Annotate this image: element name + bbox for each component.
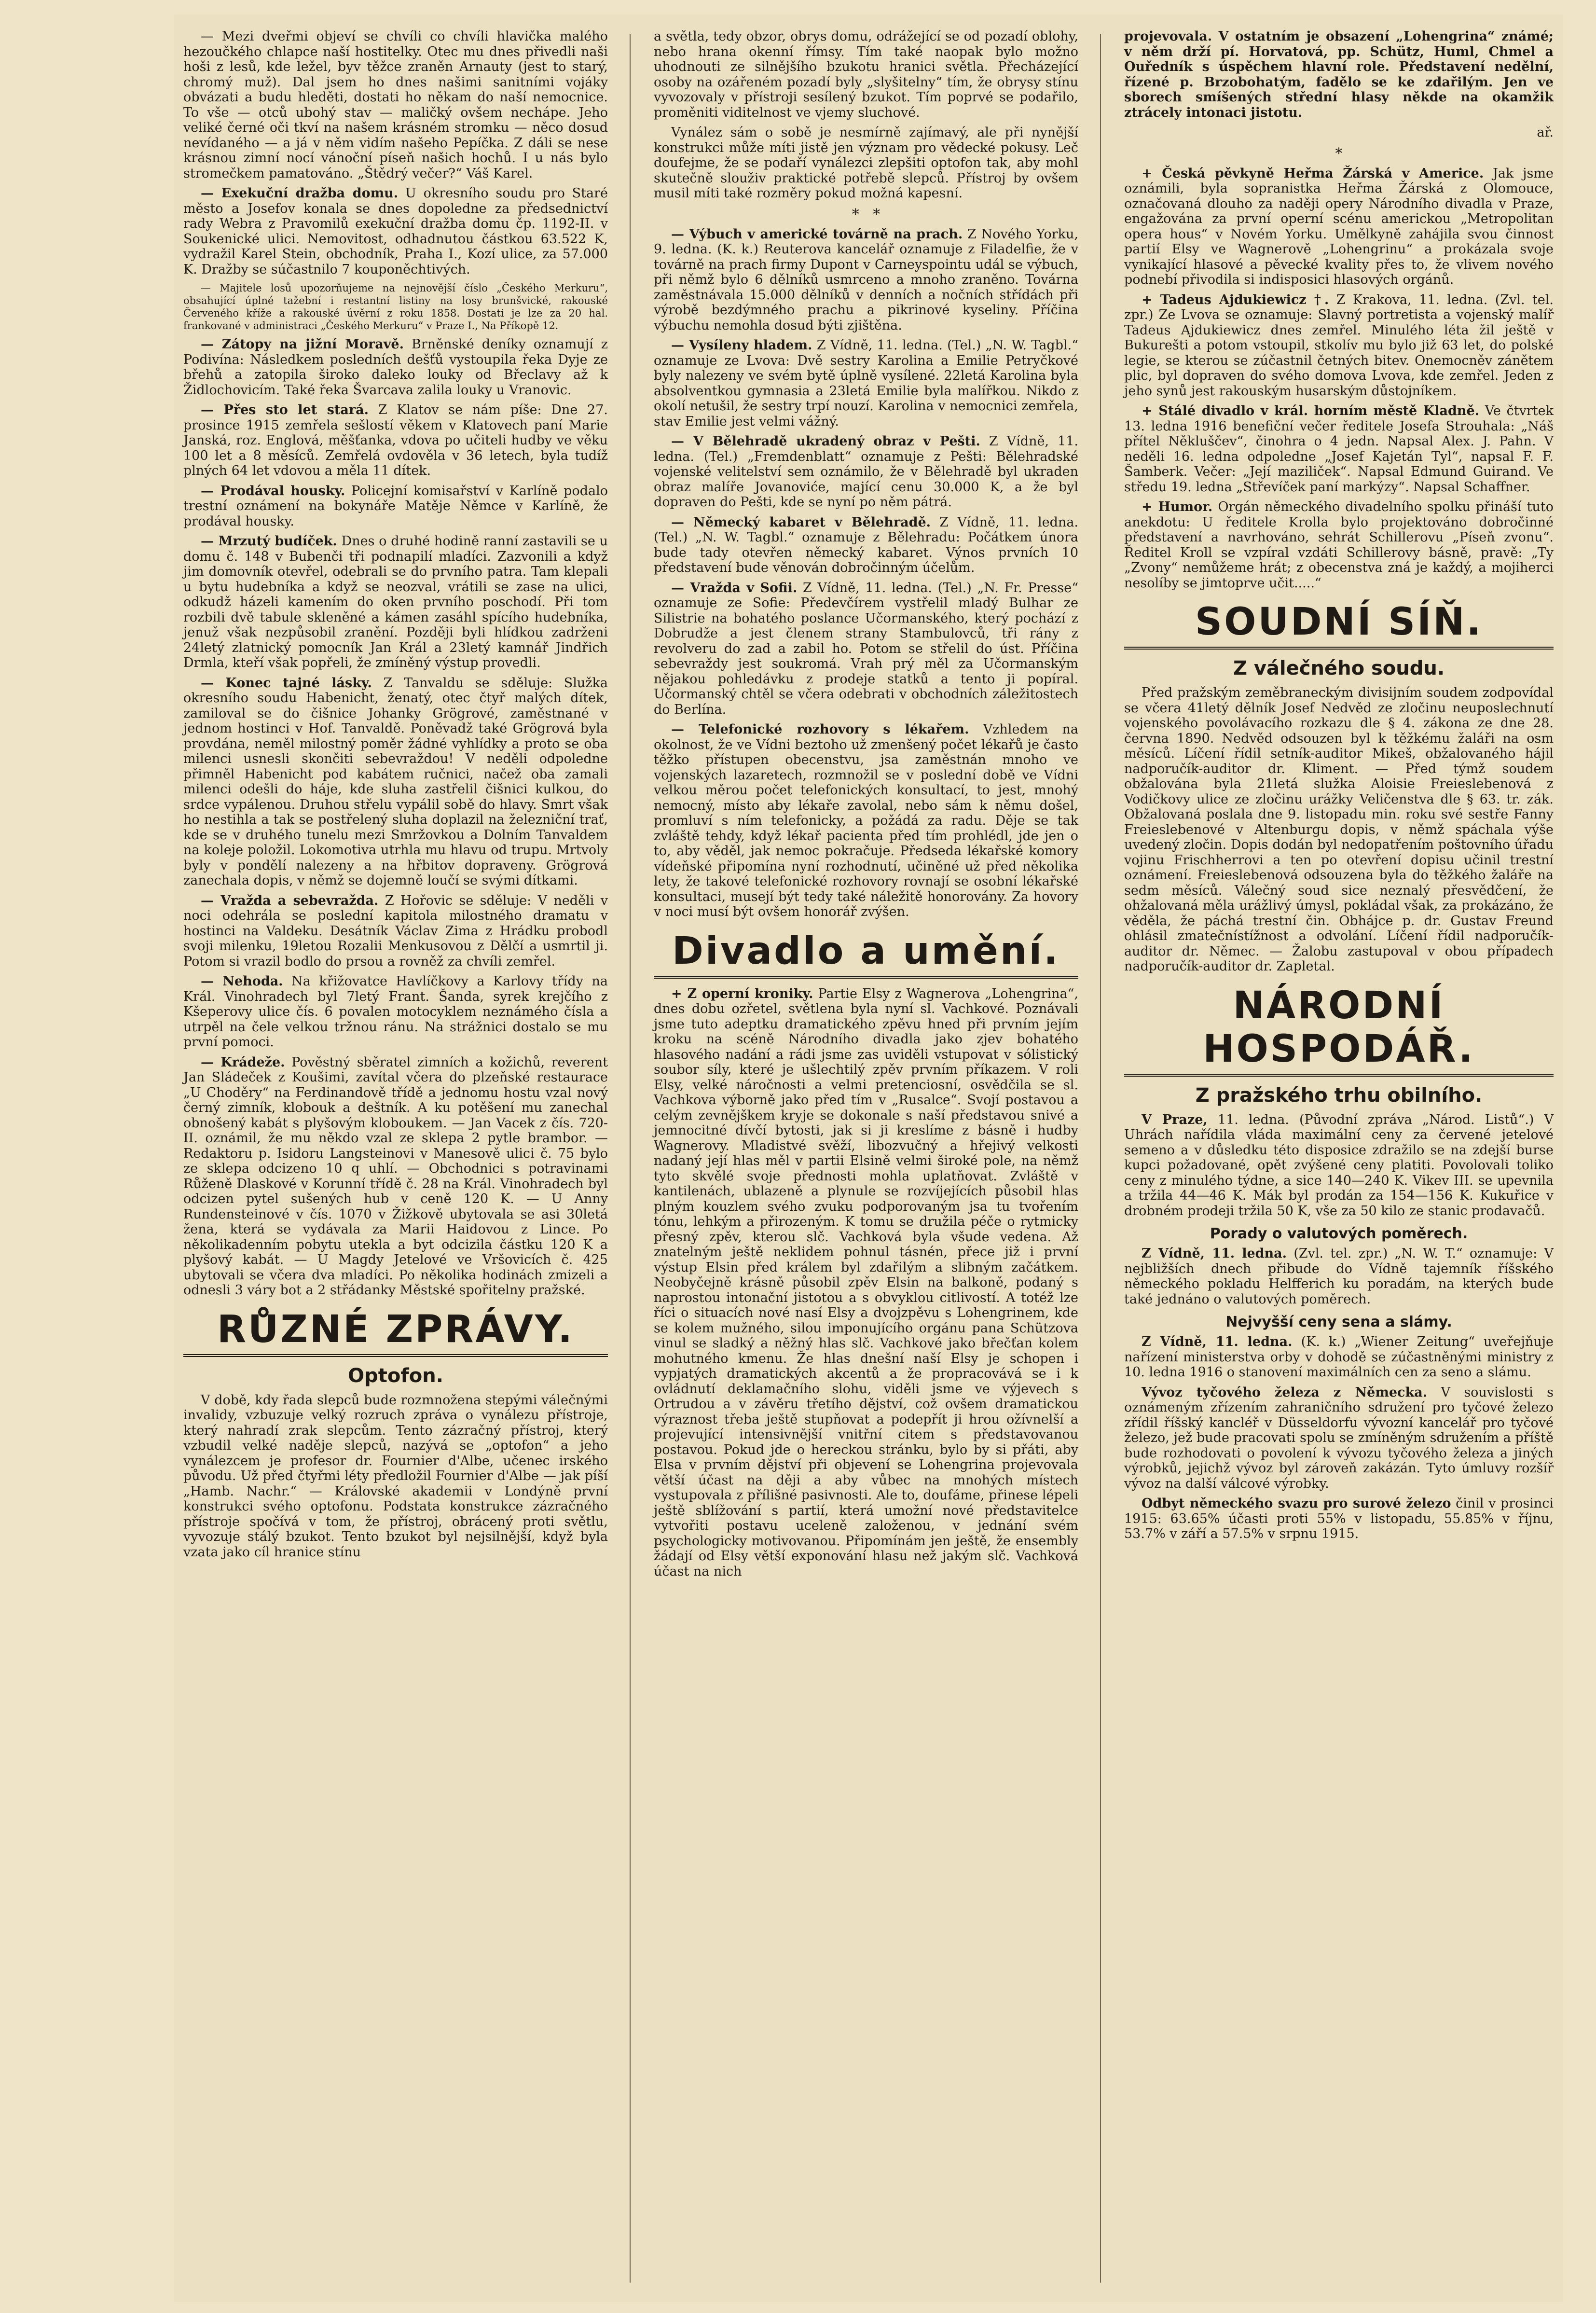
news-text: Z Nového Yorku, 9. ledna. (K. k.) Reuterova kancelář oznamuje z Filadelfie, že v továrně na prach firmy Dupont v Carneyspointu udál se výbuch, při němž bylo 6 dělníků usmrceno a mnoho zraněno. Továrna zaměstnávala 15.000 dělníků v denních a nočních střídách při výrobě bezdýmného prachu a pikrinové kyseliny. Příčina výbuchu nemohla dosud býti zjištěna. — [654, 226, 1078, 333]
section-title: SOUDNÍ SÍŇ. — [1195, 600, 1483, 644]
news-item — [654, 581, 1078, 718]
news-text: Policejní komisařství v Karlíně podalo trestní oznámení na bokynáře Matěje Němce v Karlíně, že prodával housky. — [183, 483, 608, 529]
news-text: Dnes o druhé hodině ranní zastavili se u domu č. 148 v Bubenči tři podnapilí mladíci. Zazvonili a když jim domovník otevřel, odebrali se do prvního patra. Tam klepali u bytu hudebníka a když se neozval, vrátili se zase na ulici, odkudž házeli kamením do oken prvního poschodí. Při tom rozbili dvě tabule skleněné a kámen zasáhl spícího hudebníka, jenuž však nezpůsobil zranění. Později byli hlídkou zadrženi 24letý zlatnický pomocník Jan Král a 23letý kamnář Jindřich Drmla, kteří však popřeli, že zmíněný výstup provedli. — [183, 534, 608, 670]
bold-text: projevovala. V ostatním je obsazení „Lohengrina“ známé; v něm drží pí. Horvatová, pp. Schütz, Huml, Chmel a Ouředník s úspěchem hlavní role. Představení nedělní, řízené p. Brzobohatým, fadělo se ke zdařilým. Jen ve sborech smíšených střední hlasy někde na okamžik ztrácely intonaci jistotu. — [1124, 29, 1554, 120]
news-item — [1124, 1112, 1554, 1219]
news-text: (K. k.) „Wiener Zeitung“ uveřejňuje nařízení ministerstva orby v dohodě se zúčastněnými ministry z 10. ledna 1916 o stanovení maximálních cen za seno a slámu. — [1124, 1334, 1554, 1380]
news-text: V souvislosti s oznámeným zřízením zahraničního sdružení pro tyčové železo zřídil říšský kancléř v Düsseldorfu vývozní kancelář pro tyčové železo, jež bude pracovati spolu se zmíněným sdružením a příště bude rozhodovati o povolení k vývozu tyčového železa a jiných výrobků, jejichž vývoz byl zároveň zakázán. Tyto úmluvy rozšíř vývoz na další válcové výrobky. — [1124, 1385, 1554, 1491]
news-item — [183, 484, 608, 529]
news-text: Z Vídně, 11. ledna. (Tel.) „Fremdenblatt“ oznamuje z Pešti: Bělehradské vojenské velitelství sem oznámilo, že v Bělehradě byl ukraden obraz malíře Jovanoviće, mající cenu 30.000 K, a že byl dopraven do Pešti, kde se nyní po něm pátrá. — [654, 434, 1078, 510]
news-heading: — Konec tajné lásky. — [201, 675, 372, 691]
news-heading: — Vražda v Sofii. — [671, 580, 798, 596]
news-item — [1124, 1334, 1554, 1380]
news-heading: Z Vídně, 11. ledna. — [1142, 1246, 1287, 1261]
column-middle — [654, 29, 1078, 1584]
news-text: Orgán německého divadelního spolku přináší tuto anekdotu: U ředitele Krolla bylo projektováno dobročinné představení a navrhováno, sehrát Schillerovu „Píseň zvonu“. Ředitel Kroll se vzpíral vzdáti Schillerovy básně, pravě: „Ty „Zvony“ nemůžeme hrát; z obecenstva zná je každý, a mojiherci nesolíby se jimtoprve učit.....“ — [1124, 499, 1554, 591]
newspaper-page — [174, 14, 1563, 2302]
news-item — [183, 337, 608, 398]
article-paragraph: V době, kdy řada slepců bude rozmnožena stepými válečnými invalidy, vzbuzuje velký rozruch zpráva o vynálezu přístroje, který nahradí zrak slepcům. Tento zázračný přístroj, který vzbudil velké naděje slepců, nazývá se „optofon“ a jeho vynálezcem je profesor dr. Fournier d'Albe, učenec irského původu. Už před čtyřmi léty předložil Fournier d'Albe — jak píší „Hamb. Nachr.“ — Královské akademii v Londýně první konstrukci svého optofonu. Podstata konstrukce zázračného přístroje spočívá v tom, že přístroj, obrácený proti světlu, vyvozuje stálý bzukot. Tento bzukot byl nejsilnější, když byla vzata jako cíl hranice stínu — [183, 1392, 608, 1560]
news-item — [654, 434, 1078, 510]
news-item — [1124, 1385, 1554, 1492]
news-heading: — V Bělehradě ukradený obraz v Pešti. — [671, 434, 980, 449]
news-item — [183, 974, 608, 1050]
news-text: Z Vídně, 11. ledna. (Tel.) „N. Fr. Presse“ oznamuje ze Sofie: Předevčírem vystřelil mladý Bulhar ze Silistrie na bohatého poslance Učormanského, který pochází z Dobrudže a jest členem strany Stambulovců, tři rány z revolveru do zad a zabil ho. Potom se střelil do úst. Příčina sebevraždy jest soukromá. Vrah prý měl za Učormanským nějakou pohledávku z prodeje statků a tento ji popíral. Učormanský chtěl se včera odebrati v obchodních záležitostech do Berlína. — [654, 580, 1078, 717]
news-text: (Zvl. tel. zpr.) „N. W. T.“ oznamuje: V nejbližších dnech přibude do Vídně tajemník říšského německého pokladu Helfferich ku poradám, na kterých bude také jednáno o valutových poměrech. — [1124, 1246, 1554, 1307]
signature: ař. — [1537, 125, 1554, 140]
news-heading: Vývoz tyčového železa z Německa. — [1142, 1385, 1428, 1400]
separator-stars: * * — [852, 206, 881, 223]
news-item — [183, 1055, 608, 1298]
news-heading: — Mrzutý budíček. — [201, 534, 337, 549]
news-text: Z Hořovic se sděluje: V neděli v noci odehrála se poslední kapitola milostného dramatu v hostinci na Valdeku. Desátník Václav Zima z Hrádku probodl svoji milenku, 19letou Rozalii Menkusovou z Dělčí a usmrtil ji. Potom si vrazil bodlo do prsou a rovněž za chvíli zemřel. — [183, 893, 608, 969]
news-item — [1124, 1246, 1554, 1307]
section-header — [1124, 600, 1554, 650]
news-item — [654, 986, 1078, 1579]
separator-stars: * — [1335, 145, 1343, 162]
news-heading: + Stálé divadlo v král. horním městě Kladně. — [1142, 403, 1480, 418]
news-heading: — Přes sto let stará. — [201, 402, 369, 417]
section-header — [654, 929, 1078, 979]
news-heading: — Exekuční dražba domu. — [201, 186, 399, 201]
news-text: U okresního soudu pro Staré město a Josefov konala se dnes dopoledne za předsednictví rady Webra z Pravomilů exekuční dražba domu čp. 1192-II. v Soukenické ulici. Nemovitost, odhadnutou částkou 63.522 K, vydražil Karel Stein, obchodník, Praha I., Kozí ulice, za 57.000 K. Dražby se súčastnilo 7 kouponěchtivých. — [183, 186, 608, 277]
article-title: Nejvyšší ceny sena a slámy. — [1225, 1314, 1452, 1330]
section-header — [183, 1308, 608, 1357]
news-item — [1124, 499, 1554, 591]
news-heading: — Zátopy na jižní Moravě. — [201, 337, 404, 352]
news-heading: — Vražda a sebevražda. — [201, 893, 379, 908]
news-text: Jak jsme oznámili, byla sopranistka Heřma Žárská z Olomouce, označovaná dlouho za naději opery Národního divadla v Praze, engažována za první operní scénu americkou „Metropolitan opera hous“ v Novém Yorku. Umělkyně zahájila svou činnost partií Elsy ve Wagnerově „Lohengrinu“ a prokázala svoje vynikající hlasové a pěvecké kvality přes to, že vlivem nového podnebí přivodila si indisposici hlasových orgánů. — [1124, 166, 1554, 287]
news-text: Vzhledem na okolnost, že ve Vídni beztoho už zmenšený počet lékařů je často těžko přístupen obecenstvu, jsa zaměstnán mnoho ve vojenských lazaretech, rozmnožil se v poslední době ve Vídni velkou měrou počet telefonických konsultací, to jest, mnohý nemocný, místo aby lékaře zavolal, nebo sám k němu došel, promluví s ním telefonicky, a požádá za radu. Děje se tak zvláště tehdy, když lékař pacienta před tím prohlédl, jde jen o to, aby věděl, jak nemoc pokračuje. Předseda lékařské komory vídeňské připomína nyní rozhodnutí, učiněné už před několika lety, že takové telefonické rozhovory rovnají se osobní lékařské konsultaci, musejí být tedy také náležitě honorovány. Za hovory v noci musí být ovšem honorář zvýšen. — [654, 722, 1078, 919]
news-heading: + Tadeus Ajdukiewicz †. — [1142, 292, 1329, 307]
news-item — [183, 676, 608, 888]
news-item — [654, 227, 1078, 333]
news-item — [183, 893, 608, 970]
news-item — [1124, 292, 1554, 399]
news-heading: + Z operní kroniky. — [671, 986, 813, 1001]
news-text: Brněnské deníky oznamují z Podivína: Následkem posledních dešťů vystoupila řeka Dyje ze břehů a zatopila široko daleko louky od Břeclavy až k Židlochovicím. Také řeka Švarcava zalila louky u Vranovic. — [183, 337, 608, 398]
news-heading: + Humor. — [1142, 499, 1213, 514]
article-paragraph: Vynález sám o sobě je nesmírně zajímavý, ale při nynější konstrukci může míti jistě jen význam pro vědecké pokusy. Leč doufejme, že se podaří vynálezci zlepšiti optofon tak, aby mohl skutečně slouživ praktické potřebě slepců. Přístroj by ovšem musil míti také rozměry pokud možná kapesní. — [654, 125, 1078, 201]
article-title: Z pražského trhu obilního. — [1195, 1084, 1483, 1107]
section-header — [1124, 984, 1554, 1077]
column-rule — [1100, 34, 1101, 2283]
article-title: Porady o valutových poměrech. — [1210, 1225, 1468, 1242]
article-paragraph: Před pražským zeměbraneckým divisijním soudem zodpovídal se včera 41letý dělník Josef Nedvěd ze zločinu neuposlechnutí vojenského povolávacího rozkazu dle § 4. zákona ze dne 28. června 1890. Nedvěd odsouzen byl k těžkému žaláři na osm měsíců. Líčení řídil setník-auditor Mikeš, obžalovaného hájil nadporučík-auditor dr. Kliment. — Před týmž soudem obžalována byla 21letá služka Aloisie Freieslebenová z Vodičkovy ulice ze zločinu urážky Veličenstva dle § 63. tr. zák. Obžalovaná poslala dne 9. listopadu min. roku své sestře Fanny Freieslebenové v Altenburgu dopis, v němž spáchala výše uvedený zločin. Dopis dodán byl nedopatřením poštovního úřadu vojinu Frischherrovi a ten po otevření dopisu učinil trestní oznámení. Freieslebenová odsouzena byla do těžkého žaláře na sedm měsíců. Válečný soud sice neznalý přesvědčení, že ohžalovaná měla urážlivý úmysl, pokládal však, za prokázáno, že věděla, že páchá trestní čin. Obhájce p. dr. Gustav Freund ohlásil zmatečnístížnost a odvolání. Líčení řídil nadporučík-auditor dr. Němec. — Žalobu zastupoval v obou případech nadporučík-auditor dr. Zapletal. — [1124, 685, 1554, 974]
article-paragraph: — Mezi dveřmi objeví se chvíli co chvíli hlavička malého hezoučkého chlapce naší hostitelky. Otec mu dnes přivedli naši hoši z lesů, kde ležel, byv těžce zraněn Arnauty (jest to starý, chromý muž). Dal jsem ho dnes našimi sanitními vojáky obvázati a budu hleděti, dostati ho někam do naší nemocnice. To vše — otců ubohý stav — maličký ovšem nechápe. Jeho veliké černé oči tkví na našem krásném stromku — něco dosud nevídaného — a já v něm vidím našeho Pepíčka. Z dáli se nese krásnou zimní nocí vánoční píseň našich hochů. I u nás bylo stromečkem pamatováno. „Štědrý večer?“ Váš Karel. — [183, 29, 608, 181]
column-left — [183, 29, 608, 1565]
article-title: Optofon. — [348, 1364, 443, 1387]
article-paragraph: a světla, tedy obzor, obrys domu, odrážející se od pozadí oblohy, nebo hrana okenní římsy. Tím také naopak bylo možno uhodnouti ze silnějšího bzukotu hranici světla. Přecházející osoby na ozářeném pozadí byly „slyšitelny“ tím, že obrysy stínu vyvozovaly v přístroji sesílený bzukot. Tím poprvé se podařilo, proměniti viditelnost ve vjemy sluchové. — [654, 29, 1078, 120]
news-heading: — Prodával housky. — [201, 483, 345, 499]
news-text: Ve čtvrtek 13. ledna 1916 benefiční večer ředitele Josefa Strouhala: „Náš přítel Někluščev“, činohra o 4 jedn. Napsal Alex. J. Pahn. V neděli 16. ledna odpoledne „Josef Kajetán Tyl“, napsal F. F. Šamberk. Večer: „Její maziliček“. Napsal Edmund Guirand. Ve středu 19. ledna „Střevíček paní markýzy“. Napsal Schaffner. — [1124, 403, 1554, 495]
news-item — [654, 338, 1078, 429]
news-heading: — Krádeže. — [201, 1054, 285, 1070]
news-heading: — Vysíleny hladem. — [671, 338, 812, 353]
news-item — [183, 402, 608, 479]
news-heading: Odbyt německého svazu pro surové železo — [1142, 1496, 1451, 1511]
news-item — [1124, 403, 1554, 495]
news-text: Z Vídně, 11. ledna. (Tel.) „N. W. Tagbl.“ oznamuje ze Lvova: Dvě sestry Karolina a Emilie Petryčkové byly nalezeny ve svém bytě úplně vysílené. 22letá Karolina byla absolventkou gymnasia a 23letá Emilie byla malířkou. Nikdo z okolí netušil, že sestry trpí nouzí. Karolina v nemocnici zemřela, stav Emilie jest velmi vážný. — [654, 338, 1079, 429]
news-heading: Z Vídně, 11. ledna. — [1142, 1334, 1293, 1349]
news-heading: — Telefonické rozhovory s lékařem. — [671, 722, 969, 737]
news-text: Z Tanvaldu se sděluje: Služka okresního soudu Habenicht, ženatý, otec čtyř malých dítek, zamiloval se do čišnice Johanky Grögrové, zaměstnané v jednom hostinci v Hof. Tanvaldě. Poněvadž také Grögrová byla provdána, neměl milostný poměr žádné vyhlídky a proto se oba milenci usnesli skončiti sebevraždou! V neděli odpoledne přimněl Habenicht pod kabátem ručnici, načež oba zamali milenci odešli do háje, kde sluha zastřelil čišnici kulkou, do srdce vypálenou. Druhou střelu vypálil sobě do hlavy. Smrt však ho nestihla a tak se postřelený sluha doplazil na železniční trať, kde se v druhého tunelu mezi Smržovkou a Dolním Tanvaldem na koleje položil. Lokomotiva utrhla mu hlavu od trupu. Mrtvoly byly v pondělí nalezeny a na hřbitov dopraveny. Grögrová zanechala dopis, v němž se dojemně loučí se svými dítkami. — [183, 675, 608, 888]
news-text: 11. ledna. (Původní zpráva „Národ. Listů“.) V Uhrách nařídila vláda maximální ceny za červené jetelové semeno a v důsledku této disposice zdražilo se na zdejší burse kupci požadované, opět zvýšené ceny platiti. Povolovali toliko ceny z minulého týdne, a sice 140—240 K. Vikev III. se upevnila a tržila 44—46 K. Mák byl prodán za 154—156 K. Kukuřice v drobném prodeji tržila 50 K, vše za 50 kilo ze stanic prodavačů. — [1124, 1112, 1554, 1219]
news-item — [183, 186, 608, 277]
section-title: RŮZNÉ ZPRÁVY. — [217, 1307, 575, 1351]
news-item — [1124, 1496, 1554, 1542]
news-text: Z Krakova, 11. ledna. (Zvl. tel. zpr.) Ze Lvova se oznamuje: Slavný portretista a vojenský malíř Tadeus Ajdukiewicz dnes zemřel. Minulého léta žil ještě v Bukurešti a potom vstoupil, stkolív mu bylo již 63 let, do polské legie, se kterou se zúčastnil četných bitev. Onemocněv zánětem plic, byl dopraven do svého domova Lvova, kde zemřel. Jeden z jeho synů jest rakouským husarským důstojníkem. — [1124, 292, 1554, 399]
news-text: Partie Elsy z Wagnerova „Lohengrina“, dnes dobu ozřetel, světlena byla nyní sl. Vachkové. Poznávali jsme tuto adeptku dramatického zpěvu hned při prvním jejím kroku na scéně Národního divadla jako zjev bohatého hlasového nadání a rádi jsme zas uviděli vstupovat v sólistický soubor síly, které je ušlechtilý zpěv prvním příkazem. V roli Elsy, velké náročnosti a velmi pretenciosní, osvědčila se sl. Vachkova výborně jako před tím v „Rusalce“. Svojí postavou a celým zevnějškem kryje se dokonale s naší představou snivé a jemnocitné dívčí bytosti, jak si ji kreslíme z básně i hudby Wagnerovy. Mladistvé svěží, libozvučný a hřejivý velkosti nadaný její hlas měl v partii Elsině velmi široké pole, na němž tyto skvělé svoje přednosti mohla uplatňovat. Zvláště v kantilenách, ublazeně a plynule se rozvíjejících působil hlas plným kouzlem svého zvuku podporovaným jsa tu tvořením tónu, lehkým a přirozeným. K tomu se družila péče o rytmicky přesný zpěv, kterou slč. Vachková byla všude vedena. Až znatelným ještě neklidem pohnul tásnén, přece již i první výstup Elsin před králem byl zdařilým a slibným začátkem. Neobyčejně krásně působil zpěv Elsin na balkoně, podaný s naprostou intonační jistotou a s obvyklou citlivostí. A totéž lze říci o situacích nové nasí Elsy a dvojzpěvu s Lohengrinem, kde se kolem mužného, silou imponujícího orgánu pana Schützova vinul se sladký a něžný hlas slč. Vachkové jako břečťan kolem mohutného kmenu. Že hlas dnešní naší Elsy je schopen i vypjatých dramatických akcentů a že propracovává se i k ovládnutí deklamačního slohu, viděli jsme ve výjevech s Ortrudou a v závěru třetího dějství, což ovšem dramatickou výraznost třeba ještě stupňovat a podepřít ji hrou ožívnelší a projevující intensivnější vnitřní citem s představovanou postavou. Pokud jde o hereckou stránku, bylo by si přáti, aby Elsa v prvním dějství při objevení se Lohengrina projevovala větší účast na ději a aby vůbec na mnohých místech vystupovala z přílišné pasivnosti. Ale to, doufáme, přinese lépeli ještě sblížování s partií, která umožní nové představitelce vytvořiti postavu uceleně založenou, v jednání svém psychologicky motivovanou. Připomínám jen ještě, že ensembly žádají od Elsy větší exponování hlasu než jakým slč. Vachková účast na nich — [654, 986, 1078, 1579]
news-text: Z Vídně, 11. ledna. (Tel.) „N. W. Tagbl.“ oznamuje z Bělehradu: Počátkem února bude tady otevřen německý kabaret. Výnos prvních 10 představení bude věnován dobročinným účelům. — [654, 514, 1078, 575]
news-item — [654, 722, 1078, 920]
article-paragraph — [1124, 29, 1554, 120]
news-item — [183, 534, 608, 671]
news-text: činil v prosinci 1915: 63.65% účasti proti 55% v listopadu, 55.85% v říjnu, 53.7% v září a 57.5% v srpnu 1915. — [1124, 1496, 1554, 1541]
news-item — [1124, 166, 1554, 288]
news-text: Na křižovatce Havlíčkovy a Karlovy třídy na Král. Vinohradech byl 7letý Frant. Šanda, syrek krejčího z Kšeperovy ulice čís. 6 povalen motocyklem neznámého čísla a utrpěl na čele velkou tržnou ránu. Na strážnici dostalo se mu první pomoci. — [183, 974, 608, 1050]
news-heading: — Nehoda. — [201, 974, 283, 989]
section-title: NÁRODNÍ HOSPODÁŘ. — [1203, 983, 1475, 1071]
section-title: Divadlo a umění. — [672, 929, 1060, 973]
column-right — [1124, 29, 1554, 1547]
article-title: Z válečného soudu. — [1233, 657, 1445, 679]
notice-item: — Majitele losů upozorňujeme na nejnovější číslo „Českého Merkuru“, obsahující úplné tažební i restantní listiny na losy brunšvické, rakouské Červeného kříže a rakouské úvěrní z roku 1858. Dostati je lze za 20 hal. frankované v administraci „Českého Merkuru“ v Praze I., Na Příkopě 12. — [183, 282, 608, 332]
news-heading: — Německý kabaret v Bělehradě. — [671, 514, 931, 530]
news-text: Pověstný sběratel zimních a kožichů, reverent Jan Sládeček z Koušimi, zavítal včera do plzeňské restaurace „U Choděry“ na Ferdinandově třídě a jednomu hostu vzal nový černý zimník, klobouk a deštník. A ku potěšení mu zanechal obnošený kabát s plyšovým kloboukem. — Jan Vacek z čís. 720-II. oznámil, že mu někdo vzal ze sklepa 2 pytle brambor. — Redaktoru p. Isidoru Langsteinovi v Manesově ulici č. 75 bylo ze sklepa odcizeno 10 q uhlí. — Obchodnici s potravinami Růženě Dlaskové v Korunní třídě č. 28 na Král. Vinohradech byl odcizen pytel sušených hub v ceně 120 K. — U Anny Rundensteinové v čís. 1070 v Žižkově ubytovala se asi 30letá žena, která se vydávala za Marii Haidovou z Lince. Po několikadenním pobytu utekla a byt odcizila částku 120 K a plyšový kabát. — U Magdy Jetelové ve Vršovicích č. 425 ubytovali se včera dva mladíci. Po několika hodinách zmizeli a odnesli 3 váry bot a 2 střádanky Městské spořitelny pražské. — [183, 1054, 608, 1298]
news-item — [654, 515, 1078, 576]
news-heading: V Praze, — [1142, 1112, 1208, 1127]
news-text: Z Klatov se nám píše: Dne 27. prosince 1915 zemřela sešlostí věkem v Klatovech paní Marie Janská, roz. Englová, měšťanka, vdova po učiteli hudby ve věku 100 let a 8 měsíců. Zemřelá ovdověla v 36 letech, byla tudíž plných 64 let vdovou a měla 11 dítek. — [183, 402, 608, 478]
column-rule — [630, 34, 631, 2283]
news-heading: — Výbuch v americké továrně na prach. — [671, 226, 963, 242]
news-heading: + Česká pěvkyně Heřma Žárská v Americe. — [1142, 166, 1484, 181]
